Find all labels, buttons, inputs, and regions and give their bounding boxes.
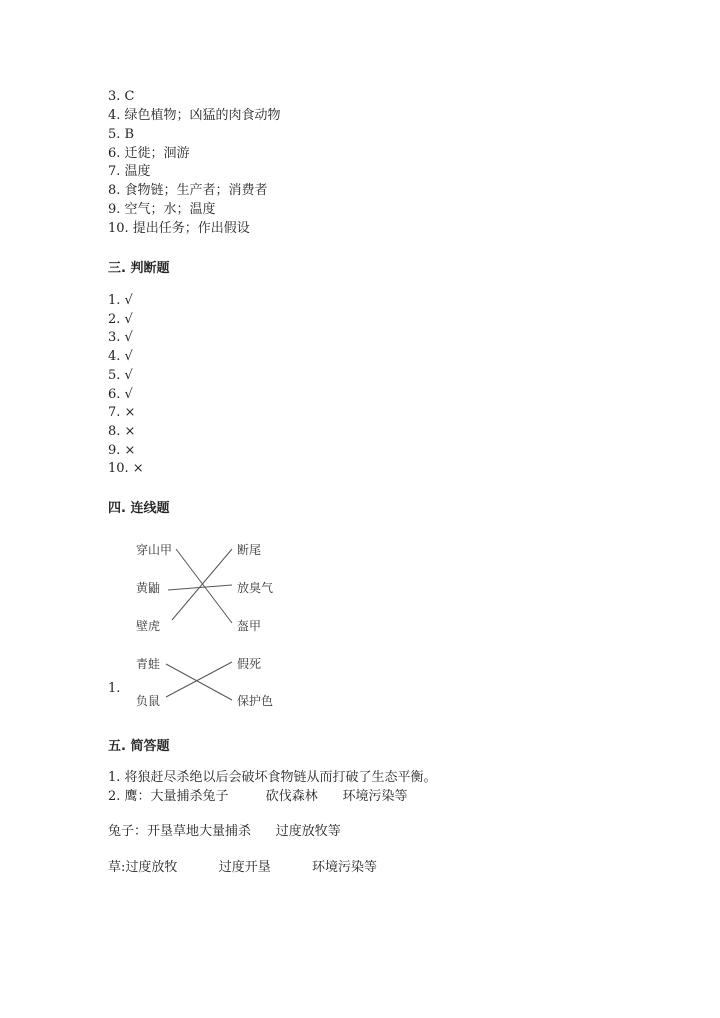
answer-line: 3. C <box>108 89 135 104</box>
short-answer-line: 兔子：开垦草地大量捕杀 过度放牧等 <box>108 824 341 839</box>
judgement-item: 2. √ <box>108 312 133 327</box>
match-line <box>166 662 232 697</box>
answer-line: 5. B <box>108 127 135 142</box>
answer-line: 9. 空气；水；温度 <box>108 202 216 217</box>
section-heading-short-answer: 五. 简答题 <box>108 739 170 754</box>
match-right-item: 放臭气 <box>237 581 274 595</box>
match-left-item: 黄鼬 <box>136 581 161 595</box>
answer-line: 6. 迁徙；洄游 <box>108 146 190 161</box>
judgement-item: 10. × <box>108 461 144 476</box>
judgement-item: 6. √ <box>108 387 133 402</box>
section-heading-judgement: 三. 判断题 <box>108 261 170 276</box>
match-line <box>172 549 232 620</box>
match-right-item: 假死 <box>237 657 262 671</box>
answer-line: 8. 食物链；生产者；消费者 <box>108 183 268 198</box>
judgement-item: 4. √ <box>108 349 133 364</box>
short-answer-line: 1. 将狼赶尽杀绝以后会破坏食物链从而打破了生态平衡。 <box>108 770 437 785</box>
match-right-item: 断尾 <box>237 543 262 557</box>
section-heading-matching: 四. 连线题 <box>108 501 170 516</box>
answer-line: 10. 提出任务；作出假设 <box>108 221 250 236</box>
judgement-item: 5. √ <box>108 368 133 383</box>
match-line <box>166 664 232 700</box>
short-answer-line: 2. 鹰：大量捕杀兔子 砍伐森林 环境污染等 <box>108 789 408 804</box>
short-answer-line: 草:过度放牧 过度开垦 环境污染等 <box>108 860 378 875</box>
match-left-item: 壁虎 <box>136 619 161 633</box>
match-line <box>168 585 232 590</box>
judgement-item: 3. √ <box>108 330 133 345</box>
judgement-item: 8. × <box>108 424 136 439</box>
judgement-item: 7. × <box>108 405 136 420</box>
judgement-item: 9. × <box>108 443 136 458</box>
match-left-item: 穿山甲 <box>136 543 173 557</box>
answer-line: 7. 温度 <box>108 164 151 179</box>
answer-line: 4. 绿色植物；凶猛的肉食动物 <box>108 108 281 123</box>
judgement-item: 1. √ <box>108 293 133 308</box>
match-right-item: 保护色 <box>237 694 274 708</box>
match-left-item: 负鼠 <box>136 694 161 708</box>
match-right-item: 盔甲 <box>237 619 262 633</box>
matching-question-number: 1. <box>108 681 121 696</box>
match-left-item: 青蛙 <box>136 657 161 671</box>
